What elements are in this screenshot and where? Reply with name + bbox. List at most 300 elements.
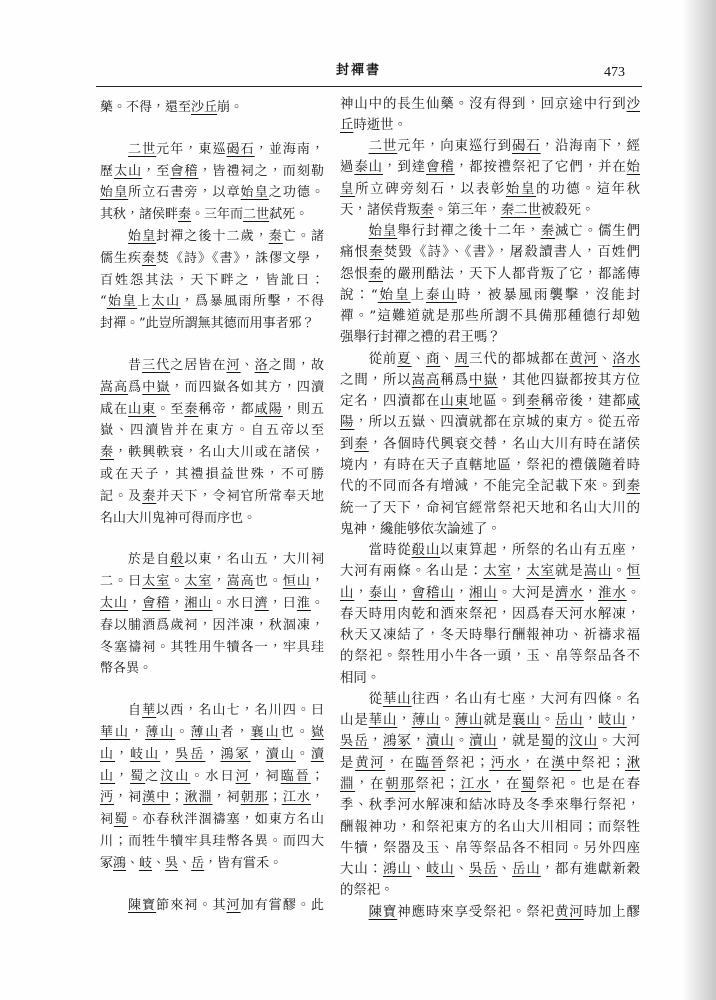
proper-noun: 蜀 — [521, 777, 537, 792]
text-line — [340, 689, 640, 710]
proper-noun: 黄河 — [355, 755, 386, 771]
text-run: 山是 — [340, 713, 369, 729]
proper-noun: 黄河 — [554, 904, 584, 920]
proper-noun: 嶽 — [310, 724, 324, 740]
proper-noun: 陳寶 — [128, 897, 157, 913]
text-run: 其秋，諸侯畔 — [100, 207, 179, 223]
proper-noun: 吳 — [165, 855, 179, 871]
proper-noun: 太室 — [526, 564, 555, 580]
proper-noun: 太山 — [151, 294, 181, 310]
text-line — [100, 571, 324, 593]
text-run: 的祭祀。祭牲用小牛各一頭，玉、帛等祭品各不 — [340, 649, 640, 665]
text-run: 代的不同而各有增減，不能完全記載下來。到 — [340, 479, 627, 495]
proper-noun: 沙 — [626, 96, 640, 112]
text-run: 於是自 — [128, 552, 171, 568]
text-line — [100, 248, 324, 270]
text-run: 祭祀； — [445, 755, 490, 771]
text-run: ，皆有嘗禾。 — [204, 855, 283, 871]
text-line — [340, 753, 640, 774]
paragraph — [340, 349, 640, 540]
proper-noun: 漢中 — [551, 755, 582, 771]
text-line — [100, 744, 324, 766]
text-line — [340, 625, 640, 646]
proper-noun: 嵩高 — [100, 379, 129, 395]
text-line — [340, 242, 640, 263]
text-run: ，就是 — [497, 734, 541, 750]
text-run: 記。及 — [100, 488, 143, 504]
text-run: 牛犢，祭器及玉、帛等祭品各不相同。另外四座 — [340, 840, 640, 856]
text-run: ，在 — [490, 777, 522, 792]
proper-noun: 河 — [226, 357, 241, 373]
proper-noun: 秦 — [540, 224, 555, 240]
proper-noun: 襄山 — [512, 713, 541, 729]
proper-noun: 太山 — [100, 595, 129, 611]
text-run: 的祭祀。 — [340, 883, 394, 899]
proper-noun: 恒山 — [282, 574, 311, 590]
text-run: 之間，所以 — [340, 372, 412, 388]
text-run: 春天時用肉乾和酒來祭祀，因爲春天河水解凍， — [340, 606, 640, 622]
text-line — [340, 880, 640, 901]
proper-noun: 山 — [100, 768, 116, 784]
text-run: ，爲暴風雨所擊，不得 — [180, 294, 324, 310]
proper-noun: 華山 — [382, 691, 412, 707]
text-line — [100, 853, 324, 875]
text-run: 川；而牲牛犢牢具珪幣各異。而四大 — [100, 833, 324, 849]
proper-noun: 始皇 — [128, 228, 157, 244]
text-run: 、 — [440, 351, 455, 367]
text-run: 并天下，令祠官所常奉天地 — [156, 488, 324, 504]
text-line — [100, 161, 324, 183]
proper-noun: 蜀 — [130, 768, 146, 784]
text-run: 稱帝，都 — [198, 401, 255, 417]
proper-noun: 會稽 — [142, 595, 171, 611]
text-line — [340, 902, 640, 923]
proper-noun: 丘 — [340, 117, 354, 133]
text-line — [340, 264, 640, 285]
text-run: ，都按禮祭祀了它們，并在 — [454, 160, 627, 176]
text-run: ，皆禮祠之，而刻勒 — [198, 163, 324, 179]
text-run: ， — [511, 564, 527, 580]
proper-noun: 太室 — [483, 564, 512, 580]
proper-noun: 朝那 — [385, 777, 416, 792]
text-run: 以東，名山五，大川祠 — [184, 552, 324, 568]
proper-noun: 碣石 — [511, 139, 541, 155]
text-run: 、 — [152, 855, 166, 871]
proper-noun: 岳山 — [512, 862, 541, 878]
proper-noun: 山東 — [440, 394, 469, 410]
proper-noun: 鴻 — [113, 855, 127, 871]
page-number: 473 — [604, 65, 625, 80]
proper-noun: 嵩高 — [411, 372, 441, 388]
proper-noun: 嵩高 — [226, 574, 255, 590]
text-line — [340, 583, 640, 604]
text-line — [100, 399, 324, 421]
proper-noun: 瀆山 — [426, 734, 455, 750]
text-line — [340, 412, 640, 433]
text-run: 之 — [145, 768, 161, 784]
proper-noun: 三代 — [142, 357, 171, 373]
proper-noun: 殽山 — [411, 543, 441, 559]
proper-noun: 二世 — [243, 207, 270, 223]
text-run: ， — [397, 713, 412, 729]
text-line — [340, 646, 640, 667]
proper-noun: 江水 — [459, 777, 491, 792]
text-run: 從 — [368, 691, 383, 707]
text-run: ， — [583, 713, 599, 729]
text-run: 說：“ — [340, 287, 378, 303]
text-run: 。 — [540, 713, 556, 729]
text-run: 時，被暴風雨襲擊，沒能封 — [456, 287, 641, 303]
text-run: 之功德。 — [268, 185, 324, 201]
proper-noun: 秦 — [178, 207, 192, 223]
text-run: 定名，四瀆都在 — [340, 394, 441, 410]
text-run: 、 — [126, 855, 140, 871]
text-run: 。 — [440, 713, 455, 729]
text-run: ，在 — [355, 777, 386, 792]
text-run: 秋天又凍結了，冬天時舉行酬報神功、祈禱求福 — [340, 628, 640, 644]
text-run: 痛恨 — [340, 245, 370, 261]
proper-noun: 陳寶 — [368, 904, 398, 920]
text-run: 或在天子，其禮損益世殊，不可勝 — [100, 466, 324, 482]
text-run: 、 — [411, 862, 427, 878]
text-run: 。至 — [156, 401, 185, 417]
text-run: 亡。諸 — [282, 228, 324, 244]
proper-noun: 秦 — [268, 228, 283, 244]
text-run: 所立石書旁，以章 — [128, 185, 241, 201]
paragraph — [340, 136, 640, 221]
text-run: 焚毀《詩》、《書》，屠殺讀書人，百姓們 — [383, 245, 641, 261]
proper-noun: 太室 — [184, 574, 213, 590]
text-line — [340, 838, 640, 859]
proper-noun: 秦 — [142, 250, 156, 266]
proper-noun: 河 — [226, 897, 241, 913]
text-run: 時逝世。 — [353, 117, 407, 133]
text-line — [100, 831, 324, 853]
text-run: 鬼神，纔能够依次論述了。 — [340, 521, 501, 537]
text-run: 者， — [220, 724, 251, 740]
text-line — [100, 508, 324, 530]
text-line — [100, 139, 324, 161]
text-run: 的功德。這年秋 — [536, 181, 641, 197]
text-line — [100, 313, 324, 335]
header-rule — [96, 86, 642, 87]
text-run: ，並海南， — [254, 141, 324, 157]
text-line — [100, 486, 324, 508]
proper-noun: 江水 — [281, 790, 311, 806]
text-run: 焚《詩》《書》，誅僇文學， — [156, 250, 324, 266]
text-run: 、 — [411, 351, 426, 367]
text-run: 神應時來享受祭祀。祭祀 — [397, 904, 555, 920]
proper-noun: 湫淵 — [183, 790, 213, 806]
paragraph — [100, 226, 324, 335]
proper-noun: 湘山 — [184, 595, 213, 611]
proper-noun: 瀆山 — [469, 734, 498, 750]
text-run: 。大河 — [598, 734, 641, 750]
proper-noun: 岐山 — [426, 862, 455, 878]
text-line — [340, 179, 640, 200]
text-run: ，在 — [385, 755, 416, 771]
text-run: 名山大川鬼神可得而序也。 — [100, 510, 257, 526]
text-run: 、 — [598, 351, 613, 367]
text-run: 節來祠。其 — [156, 897, 227, 913]
proper-noun: 恒 — [626, 564, 641, 580]
text-run: 祭祀； — [415, 777, 459, 792]
text-run: ，祠 — [114, 790, 143, 806]
text-line — [100, 442, 324, 464]
proper-noun: 濟 — [254, 595, 269, 611]
text-run: 弑死。 — [269, 207, 309, 223]
proper-noun: 始 — [626, 160, 641, 176]
text-run: 元年，東巡 — [156, 141, 227, 157]
text-run: 就是 — [555, 564, 584, 580]
text-run: 百姓怨其法，天下畔之，皆訛曰： — [100, 272, 324, 288]
paragraph — [340, 689, 640, 902]
proper-noun: 夏 — [397, 351, 412, 367]
text-run: ； — [310, 768, 324, 784]
text-line — [100, 658, 324, 680]
text-run: ，在 — [521, 755, 552, 771]
proper-noun: 蜀 — [540, 734, 556, 750]
text-run: 。 — [175, 724, 191, 740]
text-run: 以東算起，所祭的名山有五座， — [440, 543, 641, 559]
proper-noun: 瀆山 — [265, 746, 296, 762]
proper-noun: 泰山 — [354, 160, 384, 176]
text-line — [340, 519, 640, 540]
text-run: ， — [411, 734, 427, 750]
paragraph — [340, 902, 640, 923]
text-run: ，軼興軼衰，名山大川或在諸侯， — [114, 445, 324, 461]
text-run: 所立碑旁刻石，以表彰 — [355, 181, 506, 197]
text-line — [100, 766, 324, 788]
text-line — [100, 355, 324, 377]
text-line — [100, 787, 324, 809]
proper-noun: 秦 — [100, 445, 115, 461]
text-run: 的 — [555, 734, 570, 750]
text-run: 、 — [240, 357, 255, 373]
proper-noun: 始皇 — [377, 287, 411, 303]
text-run: ，曰 — [268, 595, 297, 611]
text-run: 。 — [626, 585, 641, 601]
text-run: 。 — [170, 574, 185, 590]
text-run: ， — [397, 585, 412, 601]
proper-noun: 沔水 — [489, 755, 522, 771]
original-text-column — [100, 97, 324, 916]
proper-noun: 山東 — [128, 401, 157, 417]
text-line — [340, 200, 640, 221]
text-run: 祠 — [100, 812, 115, 828]
proper-noun: 碣石 — [226, 141, 255, 157]
proper-noun: 秦 — [354, 436, 369, 452]
text-run: 神山中的長生仙藥。沒有得到，回京途中行到 — [340, 96, 627, 112]
text-line — [100, 377, 324, 399]
text-run: 。 — [310, 595, 324, 611]
text-run: 。亦春秋泮涸禱塞，如東方名山 — [128, 812, 324, 828]
text-run: 元年，向東巡行到 — [397, 139, 512, 155]
text-run: ， — [128, 595, 143, 611]
text-line — [340, 221, 640, 242]
text-run: 季、秋季河水解凍和結冰時及冬季來舉行祭祀， — [340, 798, 640, 814]
text-run: 。 — [454, 734, 470, 750]
text-run: 酬報神功，和祭祀東方的名山大川相同；而祭牲 — [340, 819, 640, 835]
proper-noun: 襄山 — [250, 724, 281, 740]
text-run: 稱帝後，建都 — [540, 394, 627, 410]
text-run: ， — [626, 713, 641, 729]
paragraph — [100, 355, 324, 529]
text-run: ，其他四嶽都按其方位 — [497, 372, 641, 388]
proper-noun: 山 — [100, 746, 116, 762]
paragraph — [100, 700, 324, 874]
proper-noun: 鴻山 — [383, 862, 412, 878]
text-run: 天，諸侯背叛 — [340, 202, 421, 218]
proper-noun: 秦 — [420, 202, 434, 218]
text-run: ， — [160, 746, 176, 762]
text-line — [340, 327, 640, 348]
text-run: 上 — [410, 287, 427, 303]
text-run: 也。 — [254, 574, 283, 590]
proper-noun: 岐 — [139, 855, 153, 871]
proper-noun: 湫 — [624, 755, 641, 771]
proper-noun: 汶山 — [160, 768, 191, 784]
text-line — [100, 549, 324, 571]
text-run: ， — [115, 768, 131, 784]
text-run: ，則五 — [282, 401, 324, 417]
text-run: ， — [130, 724, 146, 740]
text-line — [340, 710, 640, 731]
text-run: ， — [115, 746, 131, 762]
text-run: 到 — [340, 436, 355, 452]
proper-noun: 秦二世 — [500, 202, 541, 218]
text-line — [340, 349, 640, 370]
text-run: 崩。 — [217, 100, 244, 115]
text-line — [100, 722, 324, 744]
proper-noun: 皇 — [340, 181, 356, 197]
text-run: 春以脯酒爲歲祠，因泮凍，秋涸凍， — [100, 617, 324, 633]
text-run: ，都有進獻新穀 — [540, 862, 641, 878]
text-run: 地區。到 — [469, 394, 527, 410]
proper-noun: 臨晉 — [280, 768, 311, 784]
proper-noun: 秦 — [142, 488, 157, 504]
text-line — [340, 795, 640, 816]
text-line — [340, 498, 640, 519]
proper-noun: 淵 — [340, 777, 356, 792]
text-line — [100, 420, 324, 442]
text-line — [340, 285, 640, 306]
text-line — [100, 97, 324, 119]
text-line — [100, 615, 324, 637]
text-run: 稱爲 — [440, 372, 469, 388]
proper-noun: 始皇 — [106, 294, 138, 310]
proper-noun: 薄山 — [145, 724, 176, 740]
text-line — [100, 464, 324, 486]
proper-noun: 中嶽 — [142, 379, 171, 395]
text-run: 咸在 — [100, 401, 129, 417]
proper-noun: 濟水 — [555, 585, 584, 601]
text-run: 加有嘗醪。此 — [240, 897, 324, 913]
text-run: 禪。”這難道就是那些所謂不具備那種德行却勉 — [340, 309, 640, 325]
proper-noun: 薄山 — [190, 724, 221, 740]
paragraph — [100, 97, 324, 119]
proper-noun: 瀆 — [310, 746, 324, 762]
proper-noun: 華山 — [368, 713, 398, 729]
proper-noun: 岳山 — [555, 713, 584, 729]
paragraph — [340, 221, 640, 349]
text-run: 大河有兩條。名山是： — [340, 564, 484, 580]
text-line — [100, 204, 324, 226]
text-run: 之間，故 — [268, 357, 324, 373]
paragraph — [100, 895, 324, 917]
proper-noun: 始皇 — [100, 185, 129, 201]
text-line — [340, 668, 640, 689]
text-line — [100, 895, 324, 917]
text-run: 的嚴刑酷法，天下人都背叛了它，都謠傳 — [383, 266, 641, 282]
proper-noun: 秦 — [368, 266, 384, 282]
proper-noun: 河 — [235, 768, 251, 784]
text-run: 。三年而 — [191, 207, 244, 223]
text-run: 。大河是 — [497, 585, 556, 601]
text-run: 三代的都城都在 — [468, 351, 570, 367]
text-run: 祭祀。也是在春 — [536, 777, 641, 792]
text-run: ， — [354, 585, 369, 601]
text-run: ， — [583, 585, 599, 601]
text-run: 滅亡。儒生們 — [554, 224, 641, 240]
proper-noun: 周 — [454, 351, 469, 367]
proper-noun: 蜀 — [114, 812, 129, 828]
text-run: 祭祀； — [581, 755, 625, 771]
text-run: 過 — [340, 160, 355, 176]
paragraph — [340, 94, 640, 137]
text-run: 封禪之後十二歲， — [156, 228, 269, 244]
text-run: 自 — [128, 703, 143, 719]
text-run: 封禪。”此豈所謂無其德而用事者邪？ — [100, 316, 315, 332]
text-run: ； — [268, 790, 282, 806]
text-run: 嶽、四瀆皆并在東方。自五帝以至 — [100, 423, 324, 439]
text-run: 冢 — [100, 855, 114, 871]
proper-noun: 會稽 — [426, 160, 455, 176]
proper-noun: 華 — [142, 703, 157, 719]
text-line — [100, 291, 324, 313]
text-run: 時加上醪 — [583, 904, 641, 920]
proper-noun: 汶山 — [569, 734, 599, 750]
proper-noun: 黄河 — [569, 351, 598, 367]
text-run: 境内，有時在天子直轄地區，祭祀的禮儀隨着時 — [340, 458, 640, 474]
text-line — [340, 157, 640, 178]
text-line — [340, 476, 640, 497]
text-run: 。 — [612, 564, 627, 580]
proper-noun: 吳岳 — [469, 862, 498, 878]
proper-noun: 岐山 — [130, 746, 161, 762]
proper-noun: 漢中 — [142, 790, 171, 806]
proper-noun: 湘山 — [469, 585, 498, 601]
proper-noun: 朝那 — [240, 790, 269, 806]
proper-noun: 秦 — [626, 479, 640, 495]
text-run: ，沿海南下，經 — [540, 139, 641, 155]
proper-noun: 始皇 — [505, 181, 537, 197]
text-run: 冬塞禱祠。其牲用牛犢各一，牢具珪 — [100, 639, 324, 655]
proper-noun: 鴻冢 — [220, 746, 251, 762]
text-run: ，各個時代興衰交替，名山大川有時在諸侯 — [368, 436, 641, 452]
proper-noun: 會稽 — [170, 163, 199, 179]
text-run: ， — [250, 746, 266, 762]
proper-noun: 吳岳 — [340, 734, 369, 750]
text-line — [340, 370, 640, 391]
proper-noun: 秦 — [526, 394, 541, 410]
text-line — [100, 637, 324, 659]
proper-noun: 始皇 — [368, 224, 398, 240]
text-line — [340, 306, 640, 327]
text-run: ， — [205, 746, 221, 762]
paragraph — [100, 139, 324, 226]
proper-noun: 淮 — [296, 595, 311, 611]
